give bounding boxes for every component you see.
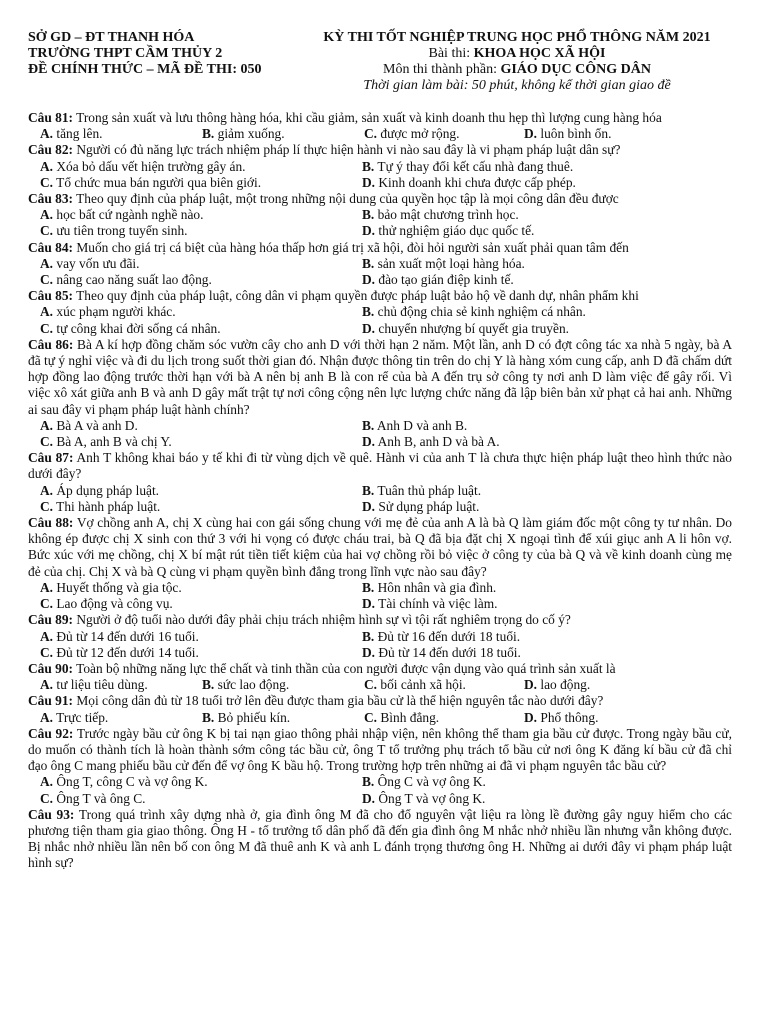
option-text: Huyết thống và gia tộc. [53, 579, 182, 595]
question-stem [28, 661, 732, 677]
option-letter: A. [40, 774, 54, 790]
answer-option [40, 499, 362, 515]
answer-option [40, 418, 362, 434]
question-number: Câu 82: [28, 142, 74, 158]
answer-option [362, 596, 732, 612]
answer-option [40, 677, 202, 693]
option-letter: B. [362, 482, 375, 498]
option-text: Tổ chức mua bán người qua biên giới. [53, 174, 262, 190]
option-letter: A. [40, 158, 54, 174]
option-letter: A. [40, 579, 54, 595]
question-number: Câu 92: [28, 725, 74, 741]
question-item [28, 515, 732, 612]
answer-option [202, 677, 364, 693]
option-letter: C. [40, 223, 54, 239]
option-letter: C. [40, 272, 54, 288]
option-text: tăng lên. [53, 126, 103, 142]
option-letter: C. [364, 126, 378, 142]
option-letter: D. [362, 644, 376, 660]
option-text: bảo mật chương trình học. [374, 207, 519, 223]
answer-options [28, 629, 732, 661]
option-letter: C. [40, 596, 54, 612]
question-number: Câu 88: [28, 515, 74, 531]
option-text: Xóa bỏ dấu vết hiện trường gây án. [53, 158, 246, 174]
answer-option [362, 774, 732, 790]
option-letter: C. [40, 790, 54, 806]
answer-option [40, 126, 202, 142]
question-number: Câu 86: [28, 336, 74, 352]
answer-option [362, 304, 732, 320]
test-line [302, 46, 732, 62]
option-text: Sử dụng pháp luật. [375, 498, 480, 514]
option-text: Đủ từ 12 đến dưới 14 tuổi. [53, 644, 199, 660]
answer-option [362, 629, 732, 645]
question-stem [28, 726, 732, 775]
question-item [28, 661, 732, 693]
option-text: ưu tiên trong tuyển sinh. [53, 223, 188, 239]
test-name: KHOA HỌC XÃ HỘI [473, 46, 606, 61]
question-stem [28, 191, 732, 207]
option-letter: C. [364, 677, 378, 693]
answer-option [40, 580, 362, 596]
answer-option [40, 645, 362, 661]
question-item [28, 337, 732, 450]
option-text: học bất cứ ngành nghề nào. [53, 207, 204, 223]
question-stem [28, 693, 732, 709]
question-number: Câu 85: [28, 288, 74, 304]
option-text: tự công khai đời sống cá nhân. [53, 320, 221, 336]
question-number: Câu 93: [28, 806, 75, 822]
option-letter: D. [362, 320, 376, 336]
option-letter: C. [40, 434, 54, 450]
answer-option [40, 791, 362, 807]
option-letter: B. [362, 207, 375, 223]
option-letter: B. [362, 417, 375, 433]
question-item [28, 110, 732, 142]
option-text: Thi hành pháp luật. [53, 498, 161, 514]
answer-option [362, 499, 732, 515]
option-text: Ông T và vợ ông K. [375, 790, 486, 806]
option-text: Đủ từ 14 đến dưới 18 tuổi. [375, 644, 521, 660]
option-text: Tuân thủ pháp luật. [374, 482, 482, 498]
option-letter: C. [40, 320, 54, 336]
answer-option [362, 580, 732, 596]
option-text: thử nghiệm giáo dục quốc tế. [375, 223, 535, 239]
option-letter: B. [362, 774, 375, 790]
answer-options [28, 256, 732, 288]
school-info [28, 30, 261, 94]
question-stem [28, 807, 732, 872]
option-text: giảm xuống. [214, 126, 285, 142]
option-letter: B. [202, 126, 215, 142]
question-stem [28, 288, 732, 304]
answer-option [362, 223, 732, 239]
option-letter: D. [362, 434, 376, 450]
option-letter: B. [362, 304, 375, 320]
answer-option [362, 434, 732, 450]
question-item [28, 612, 732, 661]
answer-option [40, 207, 362, 223]
option-text: được mở rộng. [377, 126, 460, 142]
question-list [28, 110, 732, 872]
answer-option [362, 645, 732, 661]
answer-option [362, 175, 732, 191]
option-text: lao động. [537, 677, 591, 693]
option-letter: D. [362, 790, 376, 806]
answer-option [40, 256, 362, 272]
question-item [28, 693, 732, 725]
answer-option [362, 321, 732, 337]
option-text: Bỏ phiếu kín. [214, 709, 291, 725]
question-number: Câu 89: [28, 612, 74, 628]
question-stem [28, 110, 732, 126]
answer-options [28, 159, 732, 191]
question-text: Vợ chồng anh A, chị X cùng hai con gái sống chung với mẹ đẻ của anh A là bà Q làm giám đốc một công ty tư nhân. Do không ép được chị X sinh con thứ 3 với hi vọng có được cháu trai, bà Q đã bịa đặt chị X ngoại tình để xúi giục anh A li hôn vợ. Bức xúc với mẹ chồng, chị X bí mật rút tiền tiết kiệm của hai vợ chồng rồi bỏ việc ở công ty của bà Q và về kinh doanh cùng mẹ đẻ của chị. Chị X và bà Q cùng vi phạm quyền bình đẳng trong lĩnh vực nào sau đây? [28, 515, 732, 579]
question-text: Trước ngày bầu cử ông K bị tai nạn giao thông phải nhập viện, nên không thể tham gia bầu cử được. Trong ngày bầu cử, do muốn có thành tích là hoàn thành sớm công tác bầu cử, ông T tổ trưởng phụ trách tổ bầu cử nơi ông K đăng kí bầu cử đã chỉ đạo ông C mang phiếu bầu cử đến để vợ ông K bầu hộ. Trong trường hợp trên những ai đã vi phạm nguyên tắc bầu cử? [28, 725, 732, 774]
question-stem [28, 240, 732, 256]
answer-option [40, 774, 362, 790]
option-letter: A. [40, 207, 54, 223]
option-text: Tự ý thay đổi kết cấu nhà đang thuê. [374, 158, 574, 174]
question-item [28, 450, 732, 515]
answer-option [40, 159, 362, 175]
option-text: Kinh doanh khi chưa được cấp phép. [375, 174, 576, 190]
option-text: Bà A và anh D. [53, 417, 138, 433]
question-text: Trong sản xuất và lưu thông hàng hóa, khi cầu giảm, sản xuất và kinh doanh thu hẹp thì lượng cung hàng hóa [73, 110, 662, 125]
option-letter: A. [40, 709, 54, 725]
answer-option [202, 710, 364, 726]
answer-option [524, 710, 732, 726]
option-text: chủ động chia sẻ kinh nghiệm cá nhân. [374, 304, 586, 320]
exam-header [28, 30, 732, 94]
answer-option [40, 272, 362, 288]
option-letter: C. [364, 709, 378, 725]
question-item [28, 191, 732, 240]
option-text: Lao động và công vụ. [53, 596, 173, 612]
question-item [28, 240, 732, 289]
answer-option [362, 256, 732, 272]
question-number: Câu 81: [28, 110, 74, 125]
option-letter: D. [362, 223, 376, 239]
answer-option [202, 126, 364, 142]
question-text: Bà A kí hợp đồng chăm sóc vườn cây cho anh D với thời hạn 2 năm. Một lần, anh D có đợt công tác xa nhà 5 ngày, bà A đã tự ý nghỉ việc và đi du lịch trong suốt thời gian đó. Nhận được thông tin trên do chị Y là hàng xóm cung cấp, anh D đã chấm dứt hợp đồng lao động trước thời hạn với bà A nên bị anh B là con rể của bà A đến trụ sở công ty nơi anh D làm việc để gây rối. Vì việc xô xát giữa anh B và anh D gây mất trật tự nơi công cộng nên lực lượng chức năng đã lập biên bản xử phạt cả hai anh. Những ai sau đây vi phạm pháp luật hành chính? [28, 336, 732, 417]
option-letter: B. [362, 158, 375, 174]
question-item [28, 288, 732, 337]
answer-option [524, 677, 732, 693]
option-text: sức lao động. [214, 677, 290, 693]
option-text: vay vốn ưu đãi. [53, 255, 140, 271]
option-letter: D. [524, 677, 538, 693]
question-number: Câu 91: [28, 693, 74, 709]
option-letter: A. [40, 255, 54, 271]
school-name: TRƯỜNG THPT CẦM THỦY 2 [28, 46, 223, 61]
question-stem [28, 515, 732, 580]
option-text: Bà A, anh B và chị Y. [53, 434, 172, 450]
option-letter: D. [362, 174, 376, 190]
question-text: Anh T không khai báo y tế khi đi từ vùng dịch về quê. Hành vi của anh T là chưa thực hiện pháp luật theo hình thức nào dưới đây? [28, 450, 732, 482]
answer-options [28, 774, 732, 806]
question-text: Theo quy định của pháp luật, công dân vi phạm quyền được pháp luật bảo hộ về danh dự, nhân phẩm khi [73, 288, 639, 304]
answer-options [28, 580, 732, 612]
answer-option [40, 434, 362, 450]
option-letter: C. [40, 174, 54, 190]
answer-option [40, 304, 362, 320]
option-letter: A. [40, 482, 54, 498]
option-text: nâng cao năng suất lao động. [53, 272, 212, 288]
option-letter: A. [40, 628, 54, 644]
option-letter: B. [362, 579, 375, 595]
exam-code: ĐỀ CHÍNH THỨC – MÃ ĐỀ THI: 050 [28, 62, 262, 77]
option-text: Trực tiếp. [53, 709, 109, 725]
answer-option [40, 175, 362, 191]
question-number: Câu 83: [28, 191, 74, 207]
answer-options [28, 483, 732, 515]
option-text: chuyển nhượng bí quyết gia truyền. [375, 320, 569, 336]
option-text: Hôn nhân và gia đình. [374, 579, 497, 595]
department-name: SỞ GD – ĐT THANH HÓA [28, 30, 195, 45]
subject-line [302, 62, 732, 78]
question-number: Câu 84: [28, 239, 74, 255]
option-text: Đủ từ 14 đến dưới 16 tuổi. [53, 628, 199, 644]
answer-option [364, 710, 524, 726]
answer-option [40, 321, 362, 337]
option-letter: A. [40, 417, 54, 433]
question-number: Câu 90: [28, 660, 74, 676]
option-letter: D. [362, 596, 376, 612]
answer-options [28, 126, 732, 142]
option-text: Ông T và ông C. [53, 790, 146, 806]
question-text: Muốn cho giá trị cá biệt của hàng hóa thấp hơn giá trị xã hội, đòi hỏi người sản xuất phải quan tâm đến [73, 239, 629, 255]
answer-options [28, 304, 732, 336]
answer-option [362, 418, 732, 434]
question-stem [28, 142, 732, 158]
question-text: Người có đủ năng lực trách nhiệm pháp lí thực hiện hành vi nào sau đây là vi phạm pháp luật dân sự? [73, 142, 621, 158]
test-prefix: Bài thi: [428, 46, 474, 61]
answer-option [362, 791, 732, 807]
subject-prefix: Môn thi thành phần: [383, 62, 501, 77]
question-stem [28, 450, 732, 482]
option-text: bối cảnh xã hội. [377, 677, 466, 693]
answer-options [28, 710, 732, 726]
answer-option [362, 272, 732, 288]
option-letter: B. [202, 709, 215, 725]
answer-option [40, 629, 362, 645]
answer-options [28, 418, 732, 450]
question-text: Theo quy định của pháp luật, một trong những nội dung của quyền học tập là mọi công dân đều được [73, 191, 619, 207]
option-letter: D. [524, 709, 538, 725]
answer-option [40, 483, 362, 499]
subject-name: GIÁO DỤC CÔNG DÂN [500, 62, 651, 77]
answer-options [28, 207, 732, 239]
question-stem [28, 612, 732, 628]
answer-option [40, 710, 202, 726]
option-text: Phổ thông. [537, 709, 599, 725]
option-letter: D. [524, 126, 538, 142]
option-letter: A. [40, 677, 54, 693]
exam-info [302, 30, 732, 94]
question-text: Người ở độ tuổi nào dưới đây phải chịu trách nhiệm hình sự vì tội rất nghiêm trọng do cố ý? [73, 612, 571, 628]
question-item [28, 807, 732, 872]
answer-option [362, 207, 732, 223]
question-item [28, 142, 732, 191]
question-text: Mọi công dân đủ từ 18 tuổi trở lên đều được tham gia bầu cử là thể hiện nguyên tắc nào dưới đây? [73, 693, 604, 709]
question-number: Câu 87: [28, 450, 74, 466]
option-text: Áp dụng pháp luật. [53, 482, 160, 498]
option-text: Ông T, công C và vợ ông K. [53, 774, 208, 790]
answer-option [364, 126, 524, 142]
option-text: Tài chính và việc làm. [375, 596, 498, 612]
question-text: Toàn bộ những năng lực thể chất và tinh thần của con người được vận dụng vào quá trình sản xuất là [73, 660, 616, 676]
answer-options [28, 677, 732, 693]
option-letter: B. [362, 628, 375, 644]
option-letter: D. [362, 498, 376, 514]
option-letter: D. [362, 272, 376, 288]
option-text: Anh B, anh D và bà A. [375, 434, 500, 450]
question-stem [28, 337, 732, 418]
answer-option [362, 159, 732, 175]
option-text: Đủ từ 16 đến dưới 18 tuổi. [374, 628, 521, 644]
answer-option [362, 483, 732, 499]
option-letter: A. [40, 126, 54, 142]
answer-option [40, 223, 362, 239]
option-text: Bình đẳng. [377, 709, 440, 725]
option-text: đào tạo gián điệp kinh tế. [375, 272, 514, 288]
option-text: Anh D và anh B. [374, 417, 468, 433]
option-text: tư liệu tiêu dùng. [53, 677, 148, 693]
question-text: Trong quá trình xây dựng nhà ở, gia đình ông M đã cho đổ nguyên vật liệu ra lòng lề đường gây nguy hiểm cho các phương tiện tham gia giao thông. Ông H - tổ trưởng tổ dân phố đã đến gia đình ông M nhắc nhở nhiều lần nhưng vẫn không được. Bị nhắc nhở nhiều lần nên bố con ông M đã thuê anh K và anh L đánh trọng thương ông H. Những ai dưới đây vi phạm pháp luật hình sự? [28, 806, 732, 871]
option-text: luôn bình ổn. [537, 126, 612, 142]
answer-option [364, 677, 524, 693]
time-limit: Thời gian làm bài: 50 phút, không kể thời gian giao đề [363, 78, 671, 93]
option-letter: C. [40, 644, 54, 660]
option-text: xúc phạm người khác. [53, 304, 176, 320]
option-text: Ông C và vợ ông K. [374, 774, 486, 790]
option-letter: B. [202, 677, 215, 693]
option-letter: A. [40, 304, 54, 320]
exam-title: KỲ THI TỐT NGHIỆP TRUNG HỌC PHỔ THÔNG NĂM 2021 [323, 30, 711, 45]
option-letter: C. [40, 498, 54, 514]
answer-option [40, 596, 362, 612]
question-item [28, 726, 732, 807]
answer-option [524, 126, 732, 142]
option-text: sản xuất một loại hàng hóa. [374, 255, 525, 271]
option-letter: B. [362, 255, 375, 271]
